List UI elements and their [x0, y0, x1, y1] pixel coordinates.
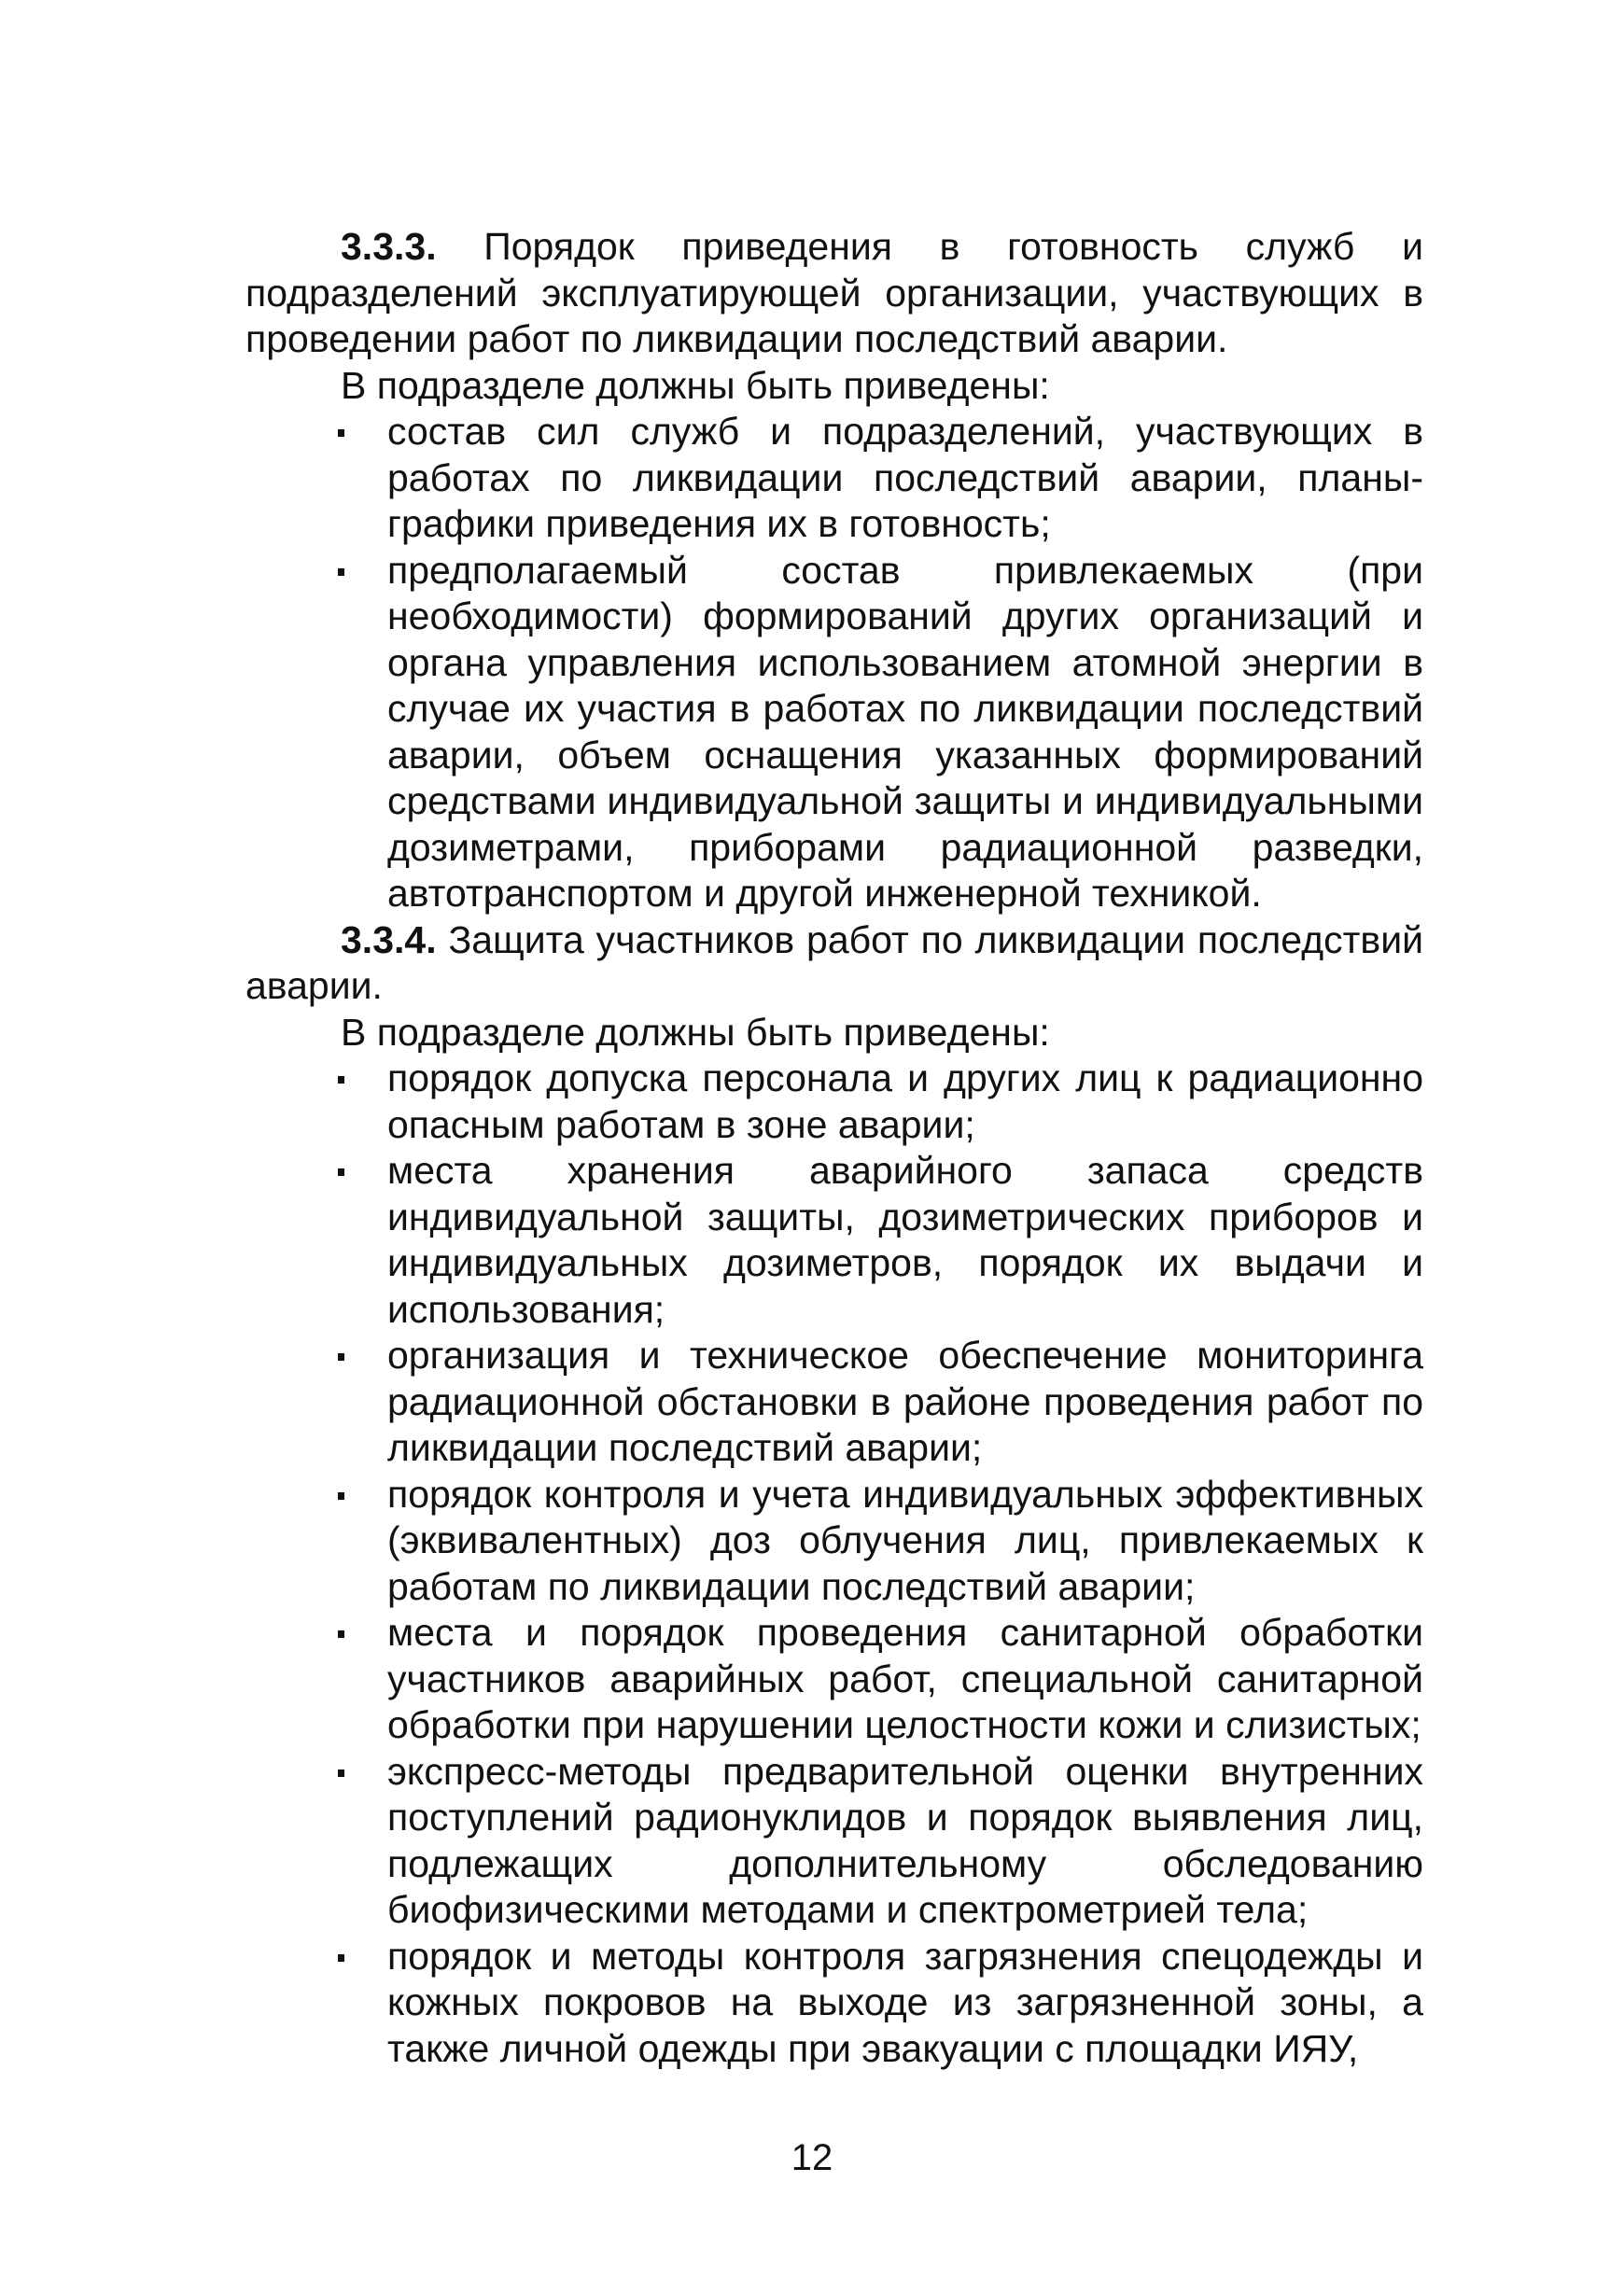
- section-heading-3-3-4: [245, 917, 1423, 1010]
- bullet-icon: [338, 568, 344, 576]
- section-number: 3.3.3.: [341, 225, 437, 268]
- section-heading-3-3-3: [245, 224, 1423, 363]
- bullet-icon: [338, 1492, 344, 1500]
- list-item-text: организация и техническое обеспечение мониторинга радиационной обстановки в районе проведения работ по ликвидации последствий аварии;: [387, 1334, 1423, 1469]
- list-item-text: места хранения аварийного запаса средств индивидуальной защиты, дозиметрических приборов и индивидуальных дозиметров, порядок их выдачи и использования;: [387, 1149, 1423, 1331]
- list-item-text: порядок допуска персонала и других лиц к радиационно опасным работам в зоне аварии;: [387, 1056, 1423, 1146]
- list-item-text: места и порядок проведения санитарной обработки участников аварийных работ, специальной санитарной обработки при нарушении целостности кожи и слизистых;: [387, 1611, 1423, 1746]
- list-item-text: порядок контроля и учета индивидуальных эффективных (эквивалентных) доз облучения лиц, привлекаемых к работам по ликвидации последствий аварии;: [387, 1472, 1423, 1608]
- list-item: [387, 1749, 1423, 1934]
- list-item: [387, 1472, 1423, 1611]
- list-item: [387, 548, 1423, 917]
- section-title: Защита участников работ по ликвидации последствий аварии.: [245, 917, 1423, 1007]
- bullet-icon: [338, 429, 344, 437]
- bullet-list-3-3-3: [245, 409, 1423, 917]
- list-item: [387, 1148, 1423, 1333]
- section-intro: В подразделе должны быть приведены:: [341, 1010, 1050, 1054]
- bullet-icon: [338, 1954, 344, 1962]
- bullet-icon: [338, 1168, 344, 1176]
- list-item: [387, 409, 1423, 548]
- bullet-icon: [338, 1353, 344, 1361]
- list-item: [387, 1934, 1423, 2073]
- section-title: Порядок приведения в готовность служб и подразделений эксплуатирующей организации, участвующих в проведении работ по ликвидации последствий аварии.: [245, 225, 1423, 360]
- bullet-icon: [338, 1769, 344, 1777]
- section-intro: В подразделе должны быть приведены:: [341, 363, 1050, 407]
- list-item-text: состав сил служб и подразделений, участвующих в работах по ликвидации последствий аварии, планы-графики приведения их в готовность;: [387, 410, 1423, 545]
- list-item-text: предполагаемый состав привлекаемых (при необходимости) формирований других организаций и органа управления использованием атомной энергии в случае их участия в работах по ликвидации последствий аварии, объем оснащения указанных формирований средствами индивидуальной защиты и индивидуальными дозиметрами, приборами радиационной разведки, автотранспортом и другой инженерной техникой.: [387, 548, 1423, 915]
- list-item: [387, 1610, 1423, 1749]
- bullet-list-3-3-4: [245, 1056, 1423, 2072]
- list-item-text: порядок и методы контроля загрязнения спецодежды и кожных покровов на выходе из загрязненной зоны, а также личной одежды при эвакуации с площадки ИЯУ,: [387, 1934, 1423, 2070]
- document-body: [245, 224, 1423, 2072]
- section-number: 3.3.4.: [341, 917, 437, 961]
- bullet-icon: [338, 1076, 344, 1084]
- list-item: [387, 1333, 1423, 1472]
- list-item: [387, 1056, 1423, 1148]
- page-number: 12: [791, 2137, 833, 2178]
- list-item-text: экспресс-методы предварительной оценки внутренних поступлений радионуклидов и порядок выявления лиц, подлежащих дополнительному обследованию биофизическими методами и спектрометрией тела;: [387, 1749, 1423, 1931]
- bullet-icon: [338, 1630, 344, 1638]
